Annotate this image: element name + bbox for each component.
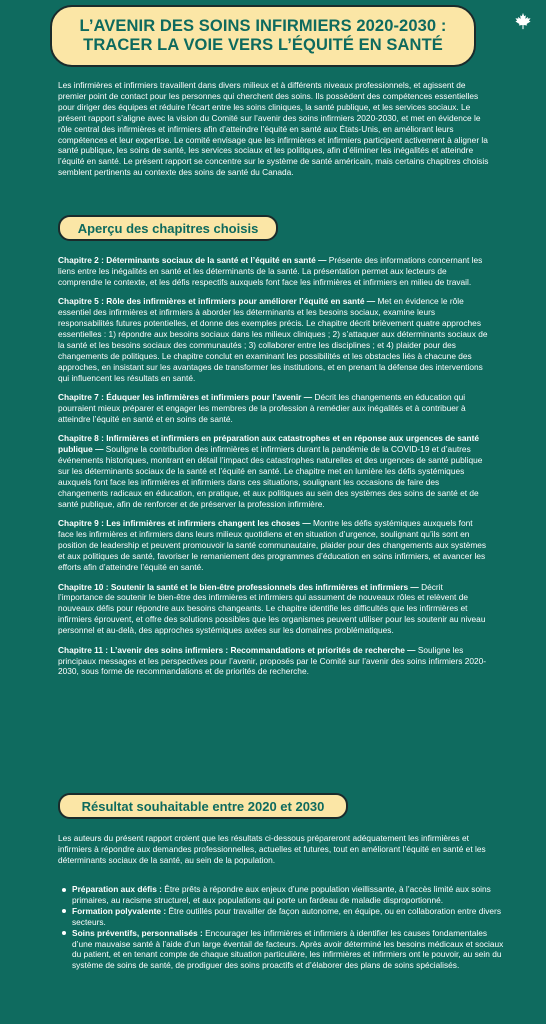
section-heading-outcome-label: Résultat souhaitable entre 2020 et 2030: [81, 798, 325, 814]
chapter-list: [58, 255, 490, 686]
chapter-item: [58, 255, 490, 288]
outcome-heading: Soins préventifs, personnalisés :: [72, 927, 203, 938]
outcome-heading: Préparation aux défis :: [72, 884, 162, 894]
chapter-heading: Chapitre 9 : Les infirmières et infirmiers changent les choses —: [58, 518, 311, 529]
maple-leaf-icon: [514, 12, 532, 30]
outcome-intro-paragraph: Les auteurs du présent rapport croient que les résultats ci-dessous prépareront adéquatement les infirmières et infirmiers à répondre aux demandes professionnelles, actuelles et futures, tout en améliorant l’équité en santé et les déterminants sociaux de la santé, au sein de la population.: [58, 833, 486, 865]
intro-paragraph: Les infirmières et infirmiers travaillent dans divers milieux et à différents niveaux professionnels, et agissent de premier point de contact pour les personnes qui cherchent des soins. Ils possèdent des compétences essentielles pour diriger des équipes et réduire l’écart entre les soins cliniques, la santé publique, et les services sociaux. Le présent rapport s’aligne avec la vision du Comité sur l’avenir des soins infirmiers 2020-2030, et met en évidence le rôle central des infirmières et infirmiers afin d’atteindre l’équité en santé aux États-Unis, en améliorant leurs compétences et leur expertise. Le comité envisage que les infirmières et infirmiers participent activement à aligner la santé publique, les soins de santé, les services sociaux et les politiques, afin d’éliminer les inégalités et atteindre l’équité en santé. Le présent rapport se concentre sur le système de santé américain, mais certains chapitres choisis semblent pertinents au contexte des soins de santé du Canada.: [58, 80, 489, 178]
chapter-text: Montre les défis systémiques auxquels font face les infirmières et infirmiers dans leurs milieux quotidiens et en situation d’urgence, soulignant qu’ils sont en position de leadership et peuvent promouvoir la santé communautaire, plaider pour des changements aux systèmes et aux politiques de santé, favoriser le remaniement des programmes d’éducation en soins infirmiers, et avancer les efforts afin d’atteindre l’équité en santé.: [58, 518, 487, 573]
page-title-line-1: L’AVENIR DES SOINS INFIRMIERS 2020-2030 :: [79, 17, 447, 35]
chapter-item: [58, 518, 490, 573]
list-item: [72, 928, 504, 972]
section-heading-chapters: [58, 215, 278, 241]
outcome-list: [58, 884, 504, 971]
chapter-heading: Chapitre 10 : Soutenir la santé et le bien-être professionnels des infirmières et infirmiers —: [58, 581, 419, 592]
section-heading-chapters-label: Aperçu des chapitres choisis: [77, 220, 259, 236]
chapter-heading: Chapitre 7 : Éduquer les infirmières et infirmiers pour l’avenir —: [58, 392, 313, 403]
chapter-heading: Chapitre 5 : Rôle des infirmières et infirmiers pour améliorer l’équité en santé —: [58, 296, 376, 307]
outcome-heading: Formation polyvalente :: [72, 905, 167, 916]
chapter-text: Décrit les changements en éducation qui pourraient mieux préparer et engager les membres de la profession à remédier aux inégalités et à contribuer à atteindre l’équité en santé et en soins de santé.: [58, 392, 466, 424]
outcome-text: Être prêts à répondre aux enjeux d’une population vieillissante, à l’accès limité aux soins primaires, au racisme structurel, et aux populations qui porte un fardeau de maladie disproportionné.: [72, 884, 491, 905]
chapter-item: [58, 433, 490, 509]
chapter-text: Présente des informations concernant les liens entre les inégalités en santé et les déterminants de la santé. La présentation permet aux lecteurs de comprendre le contexte, et les défis respectifs auxquels font face les infirmières et infirmiers en milieu de travail.: [58, 255, 483, 287]
chapter-heading: Chapitre 2 : Déterminants sociaux de la santé et l’équité en santé —: [58, 255, 327, 265]
chapter-heading: Chapitre 8 : Infirmières et infirmiers en préparation aux catastrophes et en réponse aux urgences de santé publique —: [58, 433, 480, 455]
page-title-line-2: TRACER LA VOIE VERS L’ÉQUITÉ EN SANTÉ: [83, 36, 443, 54]
list-item: [72, 906, 504, 928]
chapter-text: Souligne la contribution des infirmières et infirmiers durant la pandémie de la COVID-19 et d’autres événements historiques, montrant en détail l’impact des catastrophes naturelles et des urgences de santé publique sur les déterminants sociaux de la santé et l’équité en santé. Le chapitre met en lumière les défis systémiques auxquels font face les infirmières et infirmiers dans ces situations, soulignant les occasions de faire des changements radicaux en éducation, en pratique, et aux politiques au sein des systèmes des soins de santé et de santé publique, afin de renforcer et de préserver la profession infirmière.: [58, 444, 483, 509]
chapter-item: [58, 296, 490, 383]
chapter-text: Met en évidence le rôle essentiel des infirmières et infirmiers à aborder les déterminants et les besoins sociaux, examine leurs responsabilités futures potentielles, et donne des exemples précis. Le chapitre décrit brièvement quatre approches essentielles : 1) répondre aux besoins sociaux dans les milieux cliniques ; 2) s’attaquer aux déterminants sociaux de la santé et les besoins sociaux des communautés ; 3) collaborer entre les disciplines ; et 4) plaider pour des changements de politiques. Le chapitre conclut en examinant les possibilités et les obstacles liés à chacune des approches, en insistant sur les avantages de transformer les institutions, et en prenant la défense des interventions qui influencent les résultats en santé.: [58, 296, 488, 383]
outcome-text: Être outillés pour travailler de façon autonome, en équipe, ou en collaboration entre divers secteurs.: [72, 905, 502, 927]
outcome-text: Encourager les infirmières et infirmiers à identifier les causes fondamentales d’une mauvaise santé à l’aide d’un large éventail de facteurs. Après avoir déterminé les besoins médicaux et sociaux du patient, et en tenant compte de chaque situation particulière, les infirmières et infirmiers ont le pouvoir, au sein du système de soins de santé, de prodiguer des soins proactifs et d’élaborer des plans de soins spécialisés.: [72, 927, 504, 971]
chapter-item: [58, 392, 490, 425]
chapter-text: Décrit l’importance de soutenir le bien-être des infirmières et infirmiers qui assument de nouveaux rôles et relèvent de nouveaux défis pour répondre aux besoins changeants. Le chapitre identifie les difficultés que les infirmières et infirmiers éprouvent, et offre des solutions possibles que les organismes peuvent utiliser pour les soutenir au niveau personnel et au-delà, des approches systémiques axées sur les domaines problématiques.: [58, 581, 486, 636]
title-banner: [50, 5, 476, 67]
list-item: [72, 884, 504, 906]
chapter-item: [58, 645, 490, 678]
chapter-text: Souligne les principaux messages et les perspectives pour l’avenir, proposés par le Comité sur l’avenir des soins infirmiers 2020-2030, sous forme de recommandations et de priorités de recherche.: [58, 644, 487, 677]
chapter-item: [58, 582, 490, 637]
section-heading-outcome: [58, 793, 348, 819]
chapter-heading: Chapitre 11 : L’avenir des soins infirmiers : Recommandations et priorités de recherche —: [58, 644, 416, 655]
